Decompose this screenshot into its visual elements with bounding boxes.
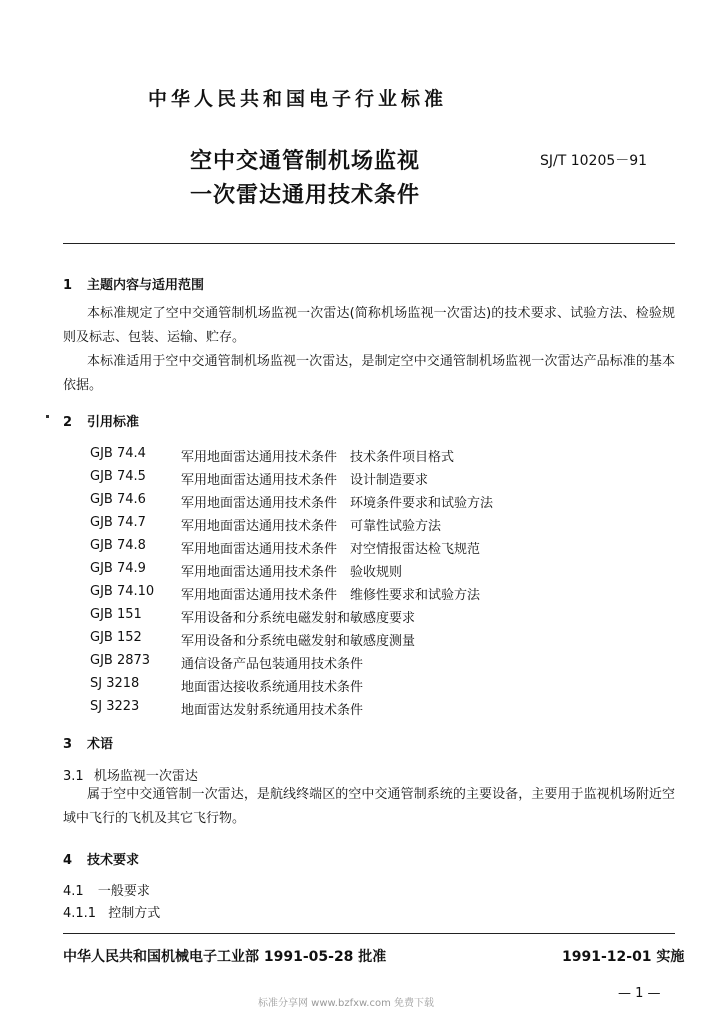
reference-code: SJ 3218 <box>90 676 140 691</box>
margin-mark <box>46 415 49 418</box>
page-number: — 1 — <box>618 986 661 1001</box>
reference-code: GJB 74.8 <box>90 538 146 553</box>
reference-title: 军用地面雷达通用技术条件 验收规则 <box>181 565 403 580</box>
section-3-paragraph: 属于空中交通管制一次雷达，是航线终端区的空中交通管制系统的主要设备，主要用于监视机场附近空域中飞行的飞机及其它飞行物。 <box>63 787 675 826</box>
footer-divider <box>63 933 675 934</box>
subsection-4-1-1-heading <box>63 902 160 921</box>
subsection-4-1-heading <box>63 880 150 899</box>
section-number: 1 <box>63 278 73 293</box>
effective-date: 1991-12-01 实施 <box>562 949 685 965</box>
approval-info: 中华人民共和国机械电子工业部 1991-05-28 批准 <box>63 949 387 965</box>
section-title: 术语 <box>87 737 114 752</box>
reference-title: 军用设备和分系统电磁发射和敏感度测量 <box>181 634 416 649</box>
section-4-heading <box>63 849 139 868</box>
reference-title: 地面雷达发射系统通用技术条件 <box>181 703 364 718</box>
subsection-number: 4.1.1 <box>63 906 97 921</box>
section-title: 主题内容与适用范围 <box>87 278 205 293</box>
reference-title: 军用设备和分系统电磁发射和敏感度要求 <box>181 611 416 626</box>
document-title-line2: 一次雷达通用技术条件 <box>190 183 421 208</box>
subsection-number: 3.1 <box>63 769 84 784</box>
section-1-paragraph-2: 本标准适用于空中交通管制机场监视一次雷达，是制定空中交通管制机场监视一次雷达产品标准的基本依据。 <box>63 354 675 393</box>
section-number: 3 <box>63 737 73 752</box>
section-number: 4 <box>63 853 73 868</box>
subsection-3-1-heading <box>63 765 198 784</box>
reference-title: 军用地面雷达通用技术条件 可靠性试验方法 <box>181 519 442 534</box>
reference-title: 军用地面雷达通用技术条件 环境条件要求和试验方法 <box>181 496 494 511</box>
subsection-title: 一般要求 <box>97 884 150 899</box>
reference-title: 地面雷达接收系统通用技术条件 <box>181 680 364 695</box>
reference-code: GJB 2873 <box>90 653 151 668</box>
subsection-title: 机场监视一次雷达 <box>93 769 198 784</box>
header-divider <box>63 243 675 244</box>
document-title-line1: 空中交通管制机场监视 <box>190 149 421 174</box>
section-1-paragraph-1: 本标准规定了空中交通管制机场监视一次雷达(简称机场监视一次雷达)的技术要求、试验方法、检验规则及标志、包装、运输、贮存。 <box>63 306 675 345</box>
section-1-heading <box>63 274 204 293</box>
reference-code: GJB 74.6 <box>90 492 146 507</box>
section-2-heading <box>63 411 139 430</box>
reference-code: GJB 74.9 <box>90 561 146 576</box>
issuing-authority-heading: 中华人民共和国电子行业标准 <box>148 88 448 110</box>
subsection-number: 4.1 <box>63 884 84 899</box>
section-title: 引用标准 <box>87 415 140 430</box>
reference-title: 军用地面雷达通用技术条件 设计制造要求 <box>181 473 429 488</box>
reference-title: 军用地面雷达通用技术条件 对空情报雷达检飞规范 <box>181 542 481 557</box>
reference-title: 通信设备产品包装通用技术条件 <box>181 657 364 672</box>
reference-code: GJB 151 <box>90 607 142 622</box>
reference-title: 军用地面雷达通用技术条件 维修性要求和试验方法 <box>181 588 481 603</box>
reference-code: GJB 74.4 <box>90 446 146 461</box>
reference-code: GJB 152 <box>90 630 142 645</box>
reference-title: 军用地面雷达通用技术条件 技术条件项目格式 <box>181 450 455 465</box>
reference-code: SJ 3223 <box>90 699 140 714</box>
section-number: 2 <box>63 415 73 430</box>
section-3-heading <box>63 733 113 752</box>
section-title: 技术要求 <box>87 853 140 868</box>
watermark: 标准分享网 www.bzfxw.com 免费下载 <box>258 998 434 1009</box>
subsection-title: 控制方式 <box>108 906 161 921</box>
reference-code: GJB 74.5 <box>90 469 146 484</box>
reference-code: GJB 74.7 <box>90 515 146 530</box>
reference-code: GJB 74.10 <box>90 584 155 599</box>
standard-number: SJ/T 10205－91 <box>540 153 648 169</box>
